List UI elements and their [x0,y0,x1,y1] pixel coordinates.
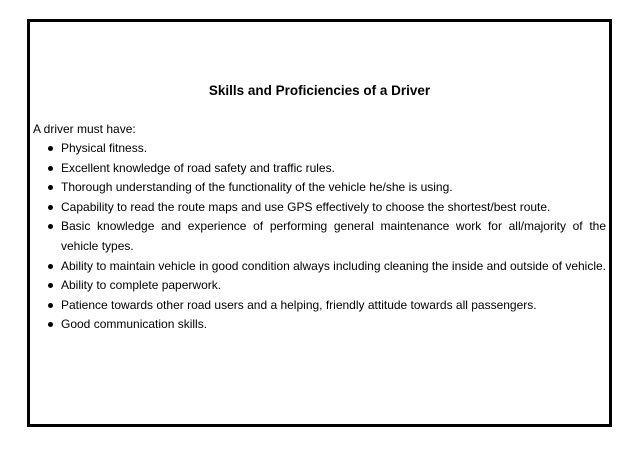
page-frame [27,19,612,427]
bullet-icon [48,224,53,229]
list-item-text: Excellent knowledge of road safety and traffic rules. [61,160,335,175]
list-item-text: Ability to complete paperwork. [61,278,222,293]
list-item-text: Thorough understanding of the functionality of the vehicle he/she is using. [61,180,453,195]
bullet-icon [48,205,53,210]
list-item-text: Patience towards other road users and a helping, friendly attitude towards all passengers. [61,297,537,312]
list-item [33,217,606,256]
list-item [33,315,606,335]
list-item-text: Physical fitness. [61,141,148,155]
bullet-icon [48,185,53,190]
list-item [33,139,606,159]
list-item-text: Ability to maintain vehicle in good condition always including cleaning the inside and outside of vehicle. [61,258,607,273]
bullet-icon [48,303,53,308]
skills-list [33,139,606,335]
bullet-icon [48,166,53,171]
list-item [33,296,606,316]
list-item [33,276,606,296]
list-item [33,198,606,218]
list-item [33,159,606,179]
intro-text: A driver must have: [33,122,136,136]
bullet-icon [48,283,53,288]
bullet-icon [48,322,53,327]
list-item-text: Good communication skills. [61,317,208,332]
list-item [33,178,606,198]
list-item-text: Basic knowledge and experience of performing general maintenance work for all/majority of the vehicle types. [61,219,606,253]
list-item-text: Capability to read the route maps and use GPS effectively to choose the shortest/best route. [61,199,551,214]
bullet-icon [48,264,53,269]
page-title: Skills and Proficiencies of a Driver [208,83,431,98]
list-item [33,257,606,277]
bullet-icon [48,146,53,151]
